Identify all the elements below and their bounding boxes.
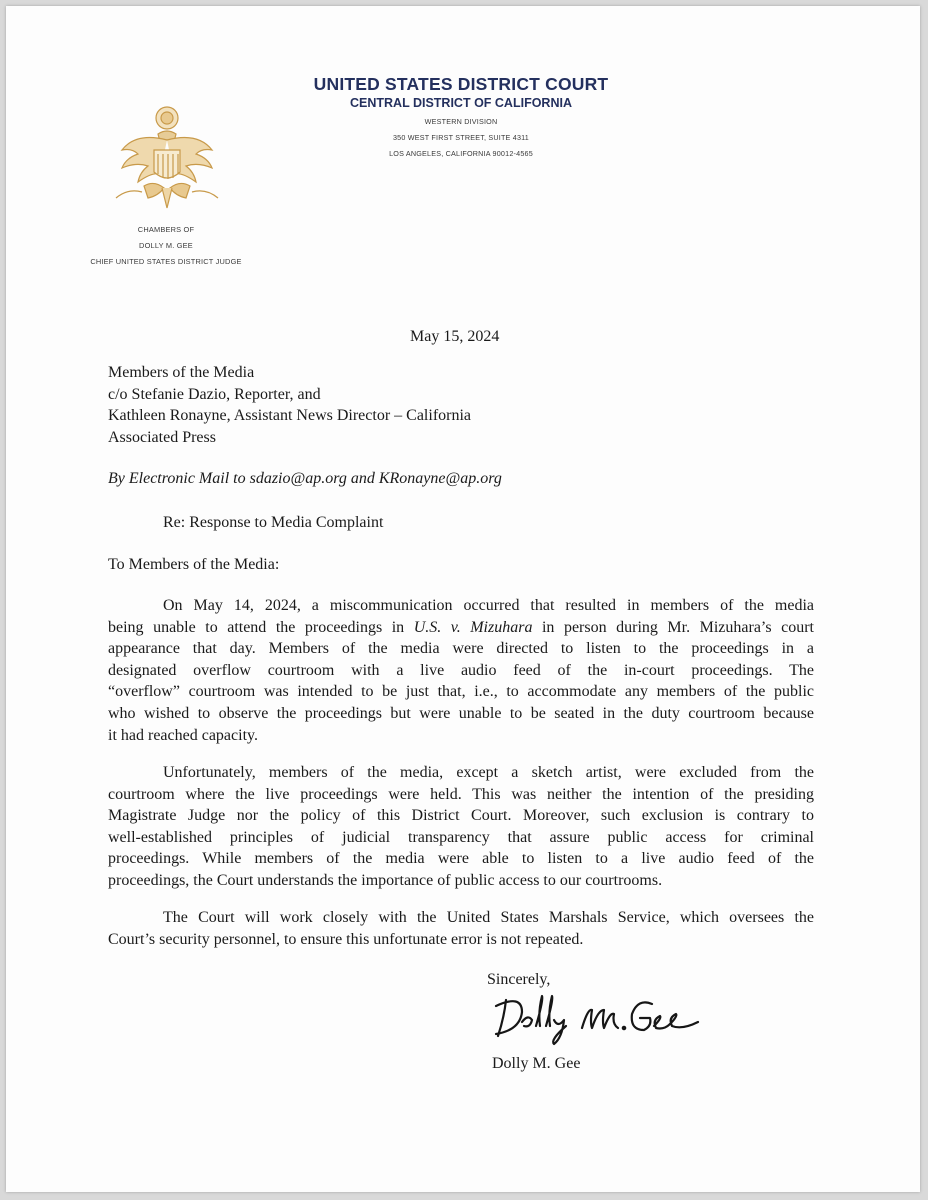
p2-line-1: Unfortunately, members of the media, except a sketch artist, were excluded from the <box>163 764 814 781</box>
p1-line-7: it had reached capacity. <box>108 726 258 744</box>
p1-line-1: On May 14, 2024, a miscommunication occurred that resulted in members of the media <box>163 597 814 614</box>
case-name: U.S. v. Mizuhara <box>413 618 533 636</box>
p1-line-3: appearance that day. Members of the media were directed to listen to the proceedings in a <box>108 640 814 658</box>
p1-line-2a: being unable to attend the proceedings in <box>108 618 414 636</box>
great-seal-icon <box>108 102 226 212</box>
closing: Sincerely, <box>487 971 551 988</box>
delivery-method: By Electronic Mail to sdazio@ap.org and KRonayne@ap.org <box>108 470 502 487</box>
p1-line-5: “overflow” courtroom was intended to be just that, i.e., to accommodate any members of the public <box>108 683 814 701</box>
chambers-line-2: DOLLY M. GEE <box>139 241 193 250</box>
p1-line-6: who wished to observe the proceedings but were unable to be seated in the duty courtroom because <box>108 704 814 722</box>
p2-line-6: proceedings, the Court understands the importance of public access to our courtrooms. <box>108 871 663 889</box>
addressee-line-1: Members of the Media <box>108 364 255 381</box>
addressee-line-2: c/o Stefanie Dazio, Reporter, and <box>108 385 321 403</box>
division: WESTERN DIVISION <box>424 117 498 126</box>
p2-line-3: Magistrate Judge nor the policy of this District Court. Moreover, such exclusion is contrary to <box>108 807 814 825</box>
p3-line-2: Court’s security personnel, to ensure this unfortunate error is not repeated. <box>108 930 584 948</box>
body-paragraph-3 <box>108 907 814 950</box>
address-line-2: LOS ANGELES, CALIFORNIA 90012-4565 <box>389 149 533 158</box>
p1-line-2b: in person during Mr. Mizuhara’s court <box>532 618 814 636</box>
p2-line-5: proceedings. While members of the media were able to listen to a live audio feed of the <box>108 850 814 868</box>
court-name: UNITED STATES DISTRICT COURT <box>313 74 609 94</box>
chambers-line-1: CHAMBERS OF <box>137 225 195 234</box>
addressee-line-4: Associated Press <box>108 428 216 446</box>
body-paragraph-1 <box>108 595 814 746</box>
re-line: Re: Response to Media Complaint <box>163 514 384 531</box>
letter-date: May 15, 2024 <box>410 328 500 345</box>
p3-line-1: The Court will work closely with the United States Marshals Service, which oversees the <box>163 909 814 926</box>
p2-line-4: well-established principles of judicial transparency that assure public access for criminal <box>108 828 814 846</box>
p1-line-4: designated overflow courtroom with a live audio feed of the in-court proceedings. The <box>108 661 814 679</box>
handwritten-signature <box>492 988 712 1048</box>
letter-page <box>6 6 920 1192</box>
addressee-line-3: Kathleen Ronayne, Assistant News Director – California <box>108 407 472 424</box>
salutation: To Members of the Media: <box>108 556 280 573</box>
p1-line-2 <box>108 617 814 639</box>
body-paragraph-2 <box>108 762 814 892</box>
chambers-line-3: CHIEF UNITED STATES DISTRICT JUDGE <box>90 257 242 266</box>
district-name: CENTRAL DISTRICT OF CALIFORNIA <box>350 96 572 110</box>
signer-name: Dolly M. Gee <box>492 1055 581 1072</box>
address-line-1: 350 WEST FIRST STREET, SUITE 4311 <box>392 133 529 142</box>
p2-line-2: courtroom where the live proceedings were held. This was neither the intention of the presiding <box>108 785 814 803</box>
